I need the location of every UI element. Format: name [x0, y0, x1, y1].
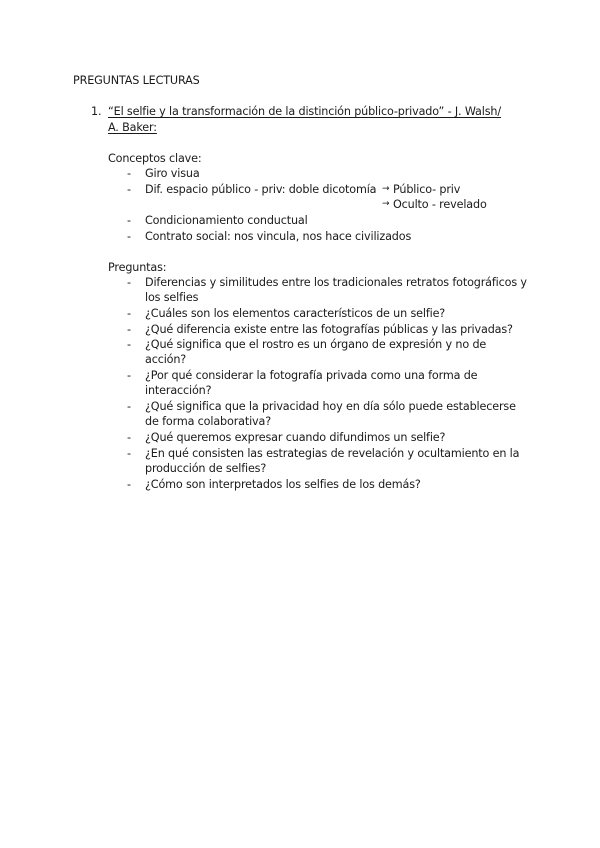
reading-title-line-2: A. Baker:	[108, 121, 157, 134]
list-number: 1.	[91, 105, 102, 118]
question-line: acción?	[145, 353, 187, 366]
bullet-dash: -	[127, 323, 132, 336]
concept-item: Giro visua	[145, 167, 200, 180]
dichotomy-item: Oculto - revelado	[393, 198, 487, 211]
questions-label: Preguntas:	[108, 261, 167, 274]
bullet-dash: -	[127, 214, 132, 227]
bullet-dash: -	[127, 230, 132, 243]
bullet-dash: -	[127, 307, 132, 320]
concept-item: Dif. espacio público - priv: doble dicotomía	[145, 183, 377, 196]
bullet-dash: -	[127, 183, 132, 196]
arrow-icon: →	[382, 184, 390, 194]
bullet-dash: -	[127, 338, 132, 351]
question-line: ¿Qué significa que la privacidad hoy en día sólo puede establecerse	[145, 400, 516, 413]
question-line: ¿En qué consisten las estrategias de revelación y ocultamiento en la	[145, 447, 520, 460]
question-line: de forma colaborativa?	[145, 415, 272, 428]
bullet-dash: -	[127, 369, 132, 382]
question-line: ¿Qué significa que el rostro es un órgano de expresión y no de	[145, 338, 487, 351]
bullet-dash: -	[127, 447, 132, 460]
question-line: interacción?	[145, 384, 212, 397]
concept-item: Condicionamiento conductual	[145, 214, 308, 227]
dichotomy-item: Público- priv	[393, 183, 461, 196]
bullet-dash: -	[127, 167, 132, 180]
question-line: ¿Cuáles son los elementos característicos de un selfie?	[145, 307, 446, 320]
question-line: Diferencias y similitudes entre los tradicionales retratos fotográficos y	[145, 276, 527, 289]
bullet-dash: -	[127, 400, 132, 413]
bullet-dash: -	[127, 478, 132, 491]
page-heading: PREGUNTAS LECTURAS	[73, 74, 200, 87]
reading-title-line-1: “El selfie y la transformación de la distinción público-privado” - J. Walsh/	[108, 105, 501, 118]
question-line: los selfies	[145, 291, 199, 304]
question-line: producción de selfies?	[145, 462, 267, 475]
bullet-dash: -	[127, 276, 132, 289]
question-line: ¿Qué diferencia existe entre las fotografías públicas y las privadas?	[145, 323, 513, 336]
question-line: ¿Por qué considerar la fotografía privada como una forma de	[145, 369, 478, 382]
concepts-label: Conceptos clave:	[108, 152, 202, 165]
concept-item: Contrato social: nos vincula, nos hace civilizados	[145, 230, 412, 243]
bullet-dash: -	[127, 431, 132, 444]
arrow-icon: →	[382, 199, 390, 209]
question-line: ¿Cómo son interpretados los selfies de los demás?	[145, 478, 421, 491]
question-line: ¿Qué queremos expresar cuando difundimos un selfie?	[145, 431, 446, 444]
